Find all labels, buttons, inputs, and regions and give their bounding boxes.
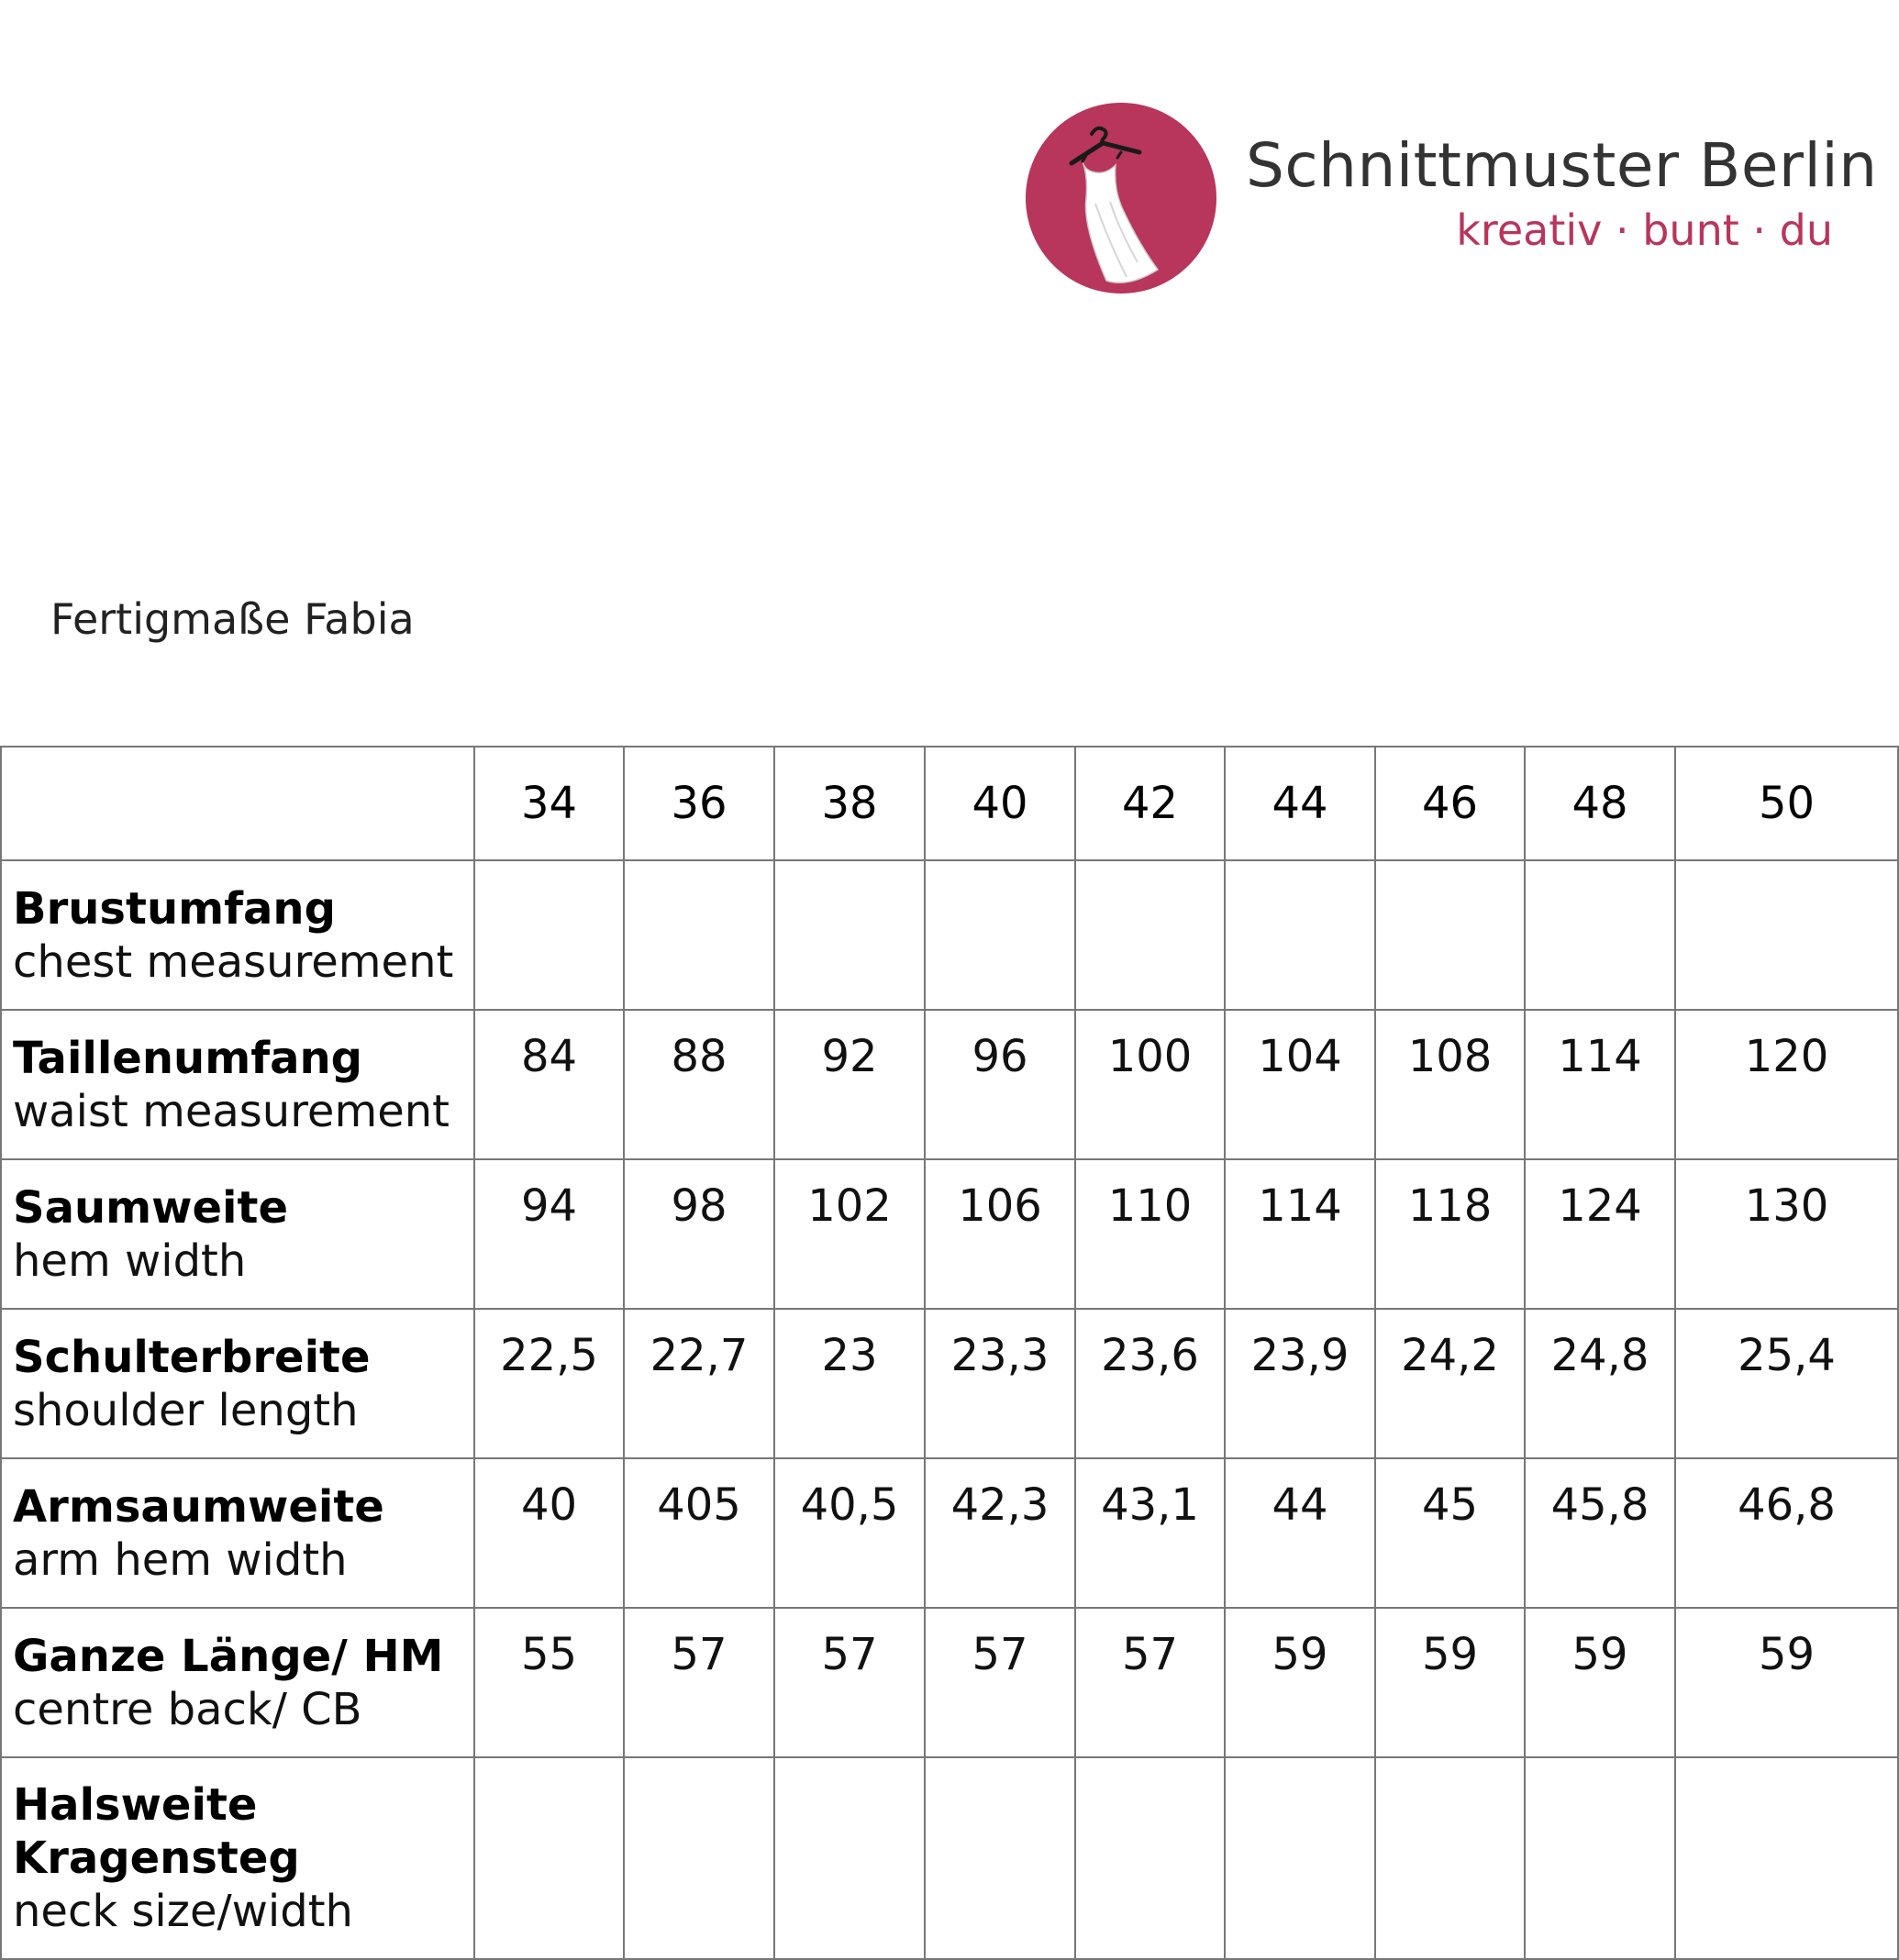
measurement-cell: 57 xyxy=(774,1608,925,1757)
measurement-cell: 130 xyxy=(1675,1159,1898,1309)
measurement-cell: 120 xyxy=(1675,1010,1898,1159)
dress-on-hanger-icon xyxy=(1026,103,1216,293)
measurement-cell xyxy=(1075,860,1225,1010)
measurement-cell: 23,9 xyxy=(1225,1309,1375,1458)
measurement-cell: 44 xyxy=(1225,1458,1375,1608)
measurement-cell: 114 xyxy=(1225,1159,1375,1309)
table-row xyxy=(1,1458,1898,1608)
size-header-cell: 48 xyxy=(1525,747,1675,860)
row-label-cell xyxy=(1,860,474,1010)
row-label-cell xyxy=(1,1458,474,1608)
measurement-cell: 118 xyxy=(1375,1159,1525,1309)
measurement-cell: 102 xyxy=(774,1159,925,1309)
row-label-english: waist measurement xyxy=(13,1085,450,1137)
size-chart-table xyxy=(0,746,1899,1960)
size-header-cell: 50 xyxy=(1675,747,1898,860)
measurement-cell: 114 xyxy=(1525,1010,1675,1159)
size-header-cell: 44 xyxy=(1225,747,1375,860)
row-label-cell xyxy=(1,1159,474,1309)
document-title: Fertigmaße Fabia xyxy=(50,594,415,644)
row-label-cell xyxy=(1,1608,474,1757)
measurement-cell: 57 xyxy=(624,1608,774,1757)
measurement-cell: 124 xyxy=(1525,1159,1675,1309)
measurement-cell: 24,8 xyxy=(1525,1309,1675,1458)
measurement-cell: 96 xyxy=(925,1010,1075,1159)
size-header-row xyxy=(1,747,1898,860)
size-header-cell: 46 xyxy=(1375,747,1525,860)
measurement-cell: 40 xyxy=(474,1458,624,1608)
measurement-cell xyxy=(774,1757,925,1959)
measurement-cell: 40,5 xyxy=(774,1458,925,1608)
measurement-cell: 59 xyxy=(1525,1608,1675,1757)
row-label-english: shoulder length xyxy=(13,1384,359,1436)
row-label-english: arm hem width xyxy=(13,1534,348,1586)
measurement-cell: 25,4 xyxy=(1675,1309,1898,1458)
measurement-cell xyxy=(925,1757,1075,1959)
table-row xyxy=(1,860,1898,1010)
measurement-cell: 45 xyxy=(1375,1458,1525,1608)
table-row xyxy=(1,1010,1898,1159)
measurement-cell: 57 xyxy=(1075,1608,1225,1757)
measurement-cell: 92 xyxy=(774,1010,925,1159)
row-label-german: Halsweite Kragensteg xyxy=(13,1779,300,1884)
table-row xyxy=(1,1309,1898,1458)
table-row xyxy=(1,1608,1898,1757)
measurement-cell xyxy=(1525,1757,1675,1959)
row-label-cell xyxy=(1,1757,474,1959)
table-row xyxy=(1,1757,1898,1959)
measurement-cell xyxy=(1225,860,1375,1010)
row-label-german: Schulterbreite xyxy=(13,1331,371,1383)
measurement-cell xyxy=(1675,1757,1898,1959)
row-label-english: neck size/width xyxy=(13,1886,353,1937)
measurement-cell: 22,5 xyxy=(474,1309,624,1458)
measurement-cell xyxy=(1375,860,1525,1010)
row-label-german: Brustumfang xyxy=(13,882,336,935)
measurement-cell: 23 xyxy=(774,1309,925,1458)
measurement-cell xyxy=(1075,1757,1225,1959)
measurement-cell: 405 xyxy=(624,1458,774,1608)
measurement-cell xyxy=(474,860,624,1010)
brand-logo xyxy=(1026,103,1878,297)
measurement-cell: 94 xyxy=(474,1159,624,1309)
header-corner-cell xyxy=(1,747,474,860)
measurement-cell: 84 xyxy=(474,1010,624,1159)
row-label-english: chest measurement xyxy=(13,936,454,988)
measurement-cell xyxy=(624,1757,774,1959)
measurement-cell xyxy=(1525,860,1675,1010)
measurement-cell: 106 xyxy=(925,1159,1075,1309)
size-header-cell: 42 xyxy=(1075,747,1225,860)
brand-tagline: kreativ · bunt · du xyxy=(1456,205,1833,255)
size-header-cell: 36 xyxy=(624,747,774,860)
measurement-cell: 55 xyxy=(474,1608,624,1757)
measurement-cell: 108 xyxy=(1375,1010,1525,1159)
measurement-cell: 100 xyxy=(1075,1010,1225,1159)
measurement-cell xyxy=(1675,860,1898,1010)
table-row xyxy=(1,1159,1898,1309)
measurement-cell: 104 xyxy=(1225,1010,1375,1159)
row-label-german: Saumweite xyxy=(13,1181,288,1234)
measurement-cell xyxy=(774,860,925,1010)
measurement-cell: 88 xyxy=(624,1010,774,1159)
measurement-cell xyxy=(925,860,1075,1010)
brand-name: Schnittmuster Berlin xyxy=(1246,130,1878,201)
row-label-english: centre back/ CB xyxy=(13,1683,362,1735)
measurement-cell xyxy=(624,860,774,1010)
measurement-cell: 59 xyxy=(1375,1608,1525,1757)
row-label-cell xyxy=(1,1309,474,1458)
measurement-cell: 23,6 xyxy=(1075,1309,1225,1458)
measurement-cell: 23,3 xyxy=(925,1309,1075,1458)
measurement-cell: 42,3 xyxy=(925,1458,1075,1608)
size-header-cell: 34 xyxy=(474,747,624,860)
measurement-cell: 45,8 xyxy=(1525,1458,1675,1608)
measurement-cell: 59 xyxy=(1225,1608,1375,1757)
measurement-cell: 98 xyxy=(624,1159,774,1309)
measurement-cell xyxy=(474,1757,624,1959)
measurement-cell xyxy=(1375,1757,1525,1959)
measurement-cell: 110 xyxy=(1075,1159,1225,1309)
measurement-cell: 43,1 xyxy=(1075,1458,1225,1608)
measurement-cell: 59 xyxy=(1675,1608,1898,1757)
measurement-cell: 57 xyxy=(925,1608,1075,1757)
row-label-german: Taillenumfang xyxy=(13,1032,363,1084)
size-header-cell: 38 xyxy=(774,747,925,860)
row-label-english: hem width xyxy=(13,1235,247,1287)
measurement-cell: 24,2 xyxy=(1375,1309,1525,1458)
measurement-cell: 22,7 xyxy=(624,1309,774,1458)
measurement-cell xyxy=(1225,1757,1375,1959)
row-label-german: Ganze Länge/ HM xyxy=(13,1630,444,1682)
size-header-cell: 40 xyxy=(925,747,1075,860)
row-label-german: Armsaumweite xyxy=(13,1480,384,1533)
measurement-cell: 46,8 xyxy=(1675,1458,1898,1608)
row-label-cell xyxy=(1,1010,474,1159)
